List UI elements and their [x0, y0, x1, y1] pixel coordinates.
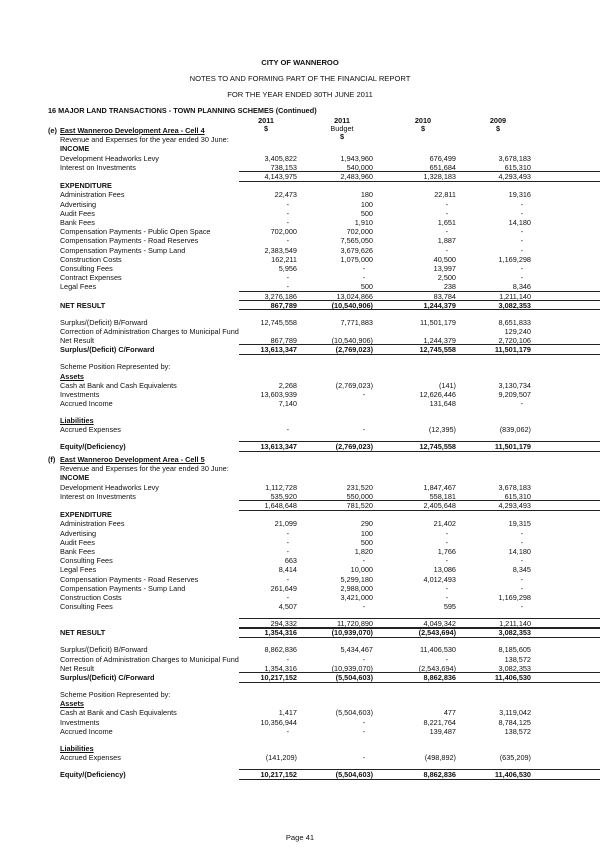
col-year-3: 2010 [414, 116, 432, 125]
row-value: (10,540,906) [331, 300, 373, 310]
row-value: 3,276,186 [264, 291, 297, 301]
row-value: - [445, 227, 448, 237]
row-label: Interest on Investments [60, 491, 136, 501]
total-rule-top [473, 344, 600, 354]
row-value: 40,500 [433, 254, 456, 264]
row-label: Bank Fees [60, 218, 95, 227]
row-value: 11,406,530 [494, 673, 531, 683]
total-rule-top [473, 500, 600, 510]
row-value: 7,771,883 [340, 317, 373, 327]
section-marker: (e) [48, 126, 57, 135]
row-value: 550,000 [346, 491, 373, 501]
row-value: - [362, 556, 365, 566]
row-label: Audit Fees [60, 208, 95, 218]
row-value: (2,769,023) [335, 345, 373, 355]
row-label: Consulting Fees [60, 264, 113, 273]
row-value: - [286, 726, 289, 736]
row-value: - [362, 390, 365, 400]
row-value: 1,169,298 [498, 593, 531, 602]
row-value: (141) [438, 380, 456, 390]
row-label: NET RESULT [60, 300, 106, 310]
row-label: EXPENDITURE [60, 510, 112, 520]
row-value: - [286, 236, 289, 246]
row-value: - [445, 593, 448, 602]
row-value: - [520, 227, 523, 237]
report-subtitle: NOTES TO AND FORMING PART OF THE FINANCIAL REPORT [189, 74, 411, 83]
total-rule-bottom [473, 779, 600, 789]
row-value: - [362, 726, 365, 736]
row-value: - [520, 208, 523, 218]
row-label: Development Headworks Levy [60, 482, 159, 492]
row-value: 2,383,549 [264, 245, 297, 255]
row-label: Construction Costs [60, 254, 122, 264]
row-value: (10,939,070) [331, 628, 373, 638]
row-label: Net Result [60, 663, 95, 673]
row-value: 2,988,000 [340, 583, 373, 593]
row-value: (2,543,694) [418, 663, 456, 673]
row-value: 2,405,648 [423, 501, 456, 510]
row-label: Assets [60, 699, 84, 709]
row-value: - [445, 654, 448, 664]
row-value: 1,766 [437, 547, 456, 556]
row-value: - [520, 537, 523, 547]
page-number: Page 41 [285, 833, 315, 842]
row-value: 2,500 [437, 273, 456, 283]
row-label: Development Headworks Levy [60, 153, 159, 163]
row-value: 2,720,106 [498, 336, 531, 346]
row-value: - [445, 245, 448, 255]
row-value: 3,082,353 [498, 663, 531, 673]
row-label: Net Result [60, 336, 95, 346]
row-value: (141,209) [265, 753, 297, 763]
row-label: Liabilities [60, 743, 94, 753]
row-value: 13,613,347 [260, 345, 297, 355]
row-value: 10,000 [350, 565, 373, 575]
row-value: 13,086 [433, 565, 456, 575]
row-value: 7,140 [278, 399, 297, 409]
row-value: 12,745,558 [419, 345, 456, 355]
row-value: 615,310 [504, 491, 531, 501]
row-label: Compensation Payments - Sump Land [60, 245, 186, 255]
row-label: Scheme Position Represented by: [60, 362, 171, 372]
row-value: 13,613,347 [260, 442, 297, 452]
row-value: 5,956 [278, 264, 297, 273]
row-label: Consulting Fees [60, 602, 113, 612]
row-label: EXPENDITURE [60, 181, 112, 191]
row-value: 500 [360, 282, 373, 292]
row-value: (839,062) [499, 425, 531, 435]
row-value: 702,000 [270, 227, 297, 237]
row-value: 1,887 [437, 236, 456, 246]
row-label: Bank Fees [60, 547, 95, 556]
total-rule-top [473, 627, 600, 637]
row-value: - [445, 208, 448, 218]
row-value: (10,540,906) [331, 336, 373, 346]
row-value: (2,543,694) [418, 628, 456, 638]
row-value: 1,328,183 [423, 172, 456, 181]
row-value: 13,603,939 [260, 390, 297, 400]
row-label: Correction of Administration Charges to Municipal Fund [60, 327, 239, 337]
row-label: Scheme Position Represented by: [60, 690, 171, 700]
row-value: 9,209,507 [498, 390, 531, 400]
total-rule-top [473, 672, 600, 682]
row-label: Accrued Income [60, 726, 113, 736]
row-value: - [520, 602, 523, 612]
row-value: 738,153 [270, 162, 297, 172]
row-value: 8,784,125 [498, 717, 531, 727]
row-value: 83,784 [433, 291, 456, 301]
row-value: 595 [443, 602, 456, 612]
row-value: 11,406,530 [420, 645, 456, 655]
row-label: Audit Fees [60, 537, 95, 547]
row-label: Correction of Administration Charges to Municipal Fund [60, 654, 239, 664]
row-value: - [445, 528, 448, 538]
row-value: 540,000 [346, 162, 373, 172]
row-value: 19,316 [508, 190, 531, 200]
row-value: - [520, 574, 523, 584]
row-value: (10,939,070) [331, 663, 373, 673]
row-value: 1,211,140 [499, 619, 531, 629]
col-year-2: 2011 [334, 116, 350, 125]
row-value: - [362, 753, 365, 763]
row-value: - [286, 528, 289, 538]
row-value: (2,769,023) [335, 380, 373, 390]
row-value: 4,293,493 [498, 501, 531, 510]
row-value: 4,293,493 [498, 172, 531, 181]
section-title: East Wanneroo Development Area - Cell 4 [60, 126, 205, 135]
row-value: - [362, 273, 365, 283]
row-value: 22,473 [274, 190, 297, 200]
total-rule-bottom [473, 451, 600, 461]
row-value: 781,520 [346, 501, 373, 510]
row-value: - [286, 218, 289, 227]
row-value: 8,345 [512, 565, 531, 575]
period-title: FOR THE YEAR ENDED 30TH JUNE 2011 [227, 90, 373, 99]
row-label: Assets [60, 371, 84, 381]
row-value: 21,099 [274, 519, 297, 529]
row-value: 8,221,764 [423, 717, 456, 727]
row-value: 7,565,050 [340, 236, 373, 246]
row-value: 702,000 [346, 227, 373, 237]
row-value: (498,892) [424, 753, 456, 763]
row-value: 12,626,446 [419, 390, 456, 400]
row-value: 8,862,836 [423, 673, 456, 683]
row-value: 4,049,342 [423, 619, 456, 629]
row-value: 1,354,316 [264, 628, 297, 638]
row-value: - [362, 654, 365, 664]
row-value: - [362, 264, 365, 273]
row-label: Surplus/(Deficit) B/Forward [60, 317, 148, 327]
row-value: 1,651 [437, 218, 456, 227]
row-value: - [520, 583, 523, 593]
row-value: - [286, 208, 289, 218]
row-label: Revenue and Expenses for the year ended 30 June: [60, 135, 229, 145]
row-value: - [445, 583, 448, 593]
row-value: 1,112,728 [265, 482, 297, 492]
row-value: 162,211 [271, 254, 297, 264]
row-value: 558,181 [429, 491, 456, 501]
row-value: - [286, 273, 289, 283]
section-marker: (f) [48, 455, 56, 464]
total-rule-top [473, 769, 600, 779]
row-value: 1,211,140 [499, 291, 531, 301]
row-label: Cash at Bank and Cash Equivalents [60, 708, 177, 718]
row-value: 676,499 [429, 153, 456, 163]
row-value: 867,789 [270, 336, 297, 346]
row-value: 11,501,179 [420, 317, 456, 327]
row-label: Compensation Payments - Public Open Space [60, 227, 211, 237]
row-label: INCOME [60, 473, 90, 483]
row-value: 615,310 [504, 162, 531, 172]
row-value: 3,405,822 [264, 153, 297, 163]
row-value: - [445, 537, 448, 547]
row-label: NET RESULT [60, 628, 106, 638]
row-value: - [520, 399, 523, 409]
row-value: 3,082,353 [498, 300, 531, 310]
row-value: 231,520 [346, 482, 373, 492]
row-value: 1,244,379 [423, 336, 456, 346]
row-value: (12,395) [428, 425, 456, 435]
row-value: (635,209) [499, 753, 531, 763]
row-value: 500 [360, 537, 373, 547]
row-value: 10,217,152 [260, 673, 297, 683]
col-unit-2: Budget [330, 124, 354, 133]
row-label: Compensation Payments - Road Reserves [60, 574, 199, 584]
row-value: 8,414 [278, 565, 297, 575]
row-value: 13,024,866 [336, 291, 373, 301]
row-label: Equity/(Deficiency) [60, 770, 126, 780]
row-value: - [362, 602, 365, 612]
row-value: 1,075,000 [340, 254, 373, 264]
row-value: - [520, 556, 523, 566]
row-value: 12,745,558 [419, 442, 456, 452]
row-value: (5,504,603) [335, 770, 373, 780]
col-year-1: 2011 [258, 116, 274, 125]
section-title: East Wanneroo Development Area - Cell 5 [60, 455, 205, 464]
row-value: 3,082,353 [498, 628, 531, 638]
row-value: - [520, 236, 523, 246]
row-value: 3,119,042 [499, 708, 531, 718]
col-unit-4: $ [495, 124, 501, 133]
row-label: Construction Costs [60, 593, 122, 602]
row-value: - [286, 282, 289, 292]
row-value: 100 [360, 199, 373, 209]
row-value: 2,483,960 [340, 172, 373, 181]
entity-title: CITY OF WANNEROO [261, 58, 339, 67]
total-rule-bottom [473, 510, 600, 520]
row-label: Legal Fees [60, 565, 97, 575]
row-label: Accrued Expenses [60, 753, 121, 763]
row-label: Surplus/(Deficit) B/Forward [60, 645, 148, 655]
total-rule-bottom [473, 354, 600, 364]
note-title: 16 MAJOR LAND TRANSACTIONS - TOWN PLANNING SCHEMES (Continued) [48, 106, 317, 115]
row-value: 1,820 [354, 547, 373, 556]
row-value: - [520, 245, 523, 255]
row-value: 11,406,530 [494, 770, 531, 780]
row-label: Cash at Bank and Cash Equivalents [60, 380, 177, 390]
row-label: Surplus/(Deficit) C/Forward [60, 345, 155, 355]
row-value: 8,651,833 [498, 317, 531, 327]
total-rule-bottom [473, 181, 600, 191]
row-value: - [520, 273, 523, 283]
row-value: - [286, 425, 289, 435]
row-value: 13,997 [433, 264, 456, 273]
row-value: 12,745,558 [260, 317, 297, 327]
row-value: - [520, 528, 523, 538]
row-value: 5,299,180 [340, 574, 373, 584]
row-value: 663 [284, 556, 297, 566]
row-value: 294,332 [270, 619, 297, 629]
row-label: INCOME [60, 144, 90, 154]
row-value: 100 [360, 528, 373, 538]
row-label: Liabilities [60, 416, 94, 426]
row-value: - [286, 654, 289, 664]
row-value: 8,346 [512, 282, 531, 292]
row-value: 1,417 [278, 708, 297, 718]
col-year-4: 2009 [489, 116, 507, 125]
row-value: (2,769,023) [335, 442, 373, 452]
total-rule-top [473, 300, 600, 310]
col-unit2-2: $ [339, 132, 345, 141]
row-value: 14,180 [508, 218, 531, 227]
row-value: 3,130,734 [498, 380, 531, 390]
row-value: 3,421,000 [340, 593, 373, 602]
row-value: 477 [443, 708, 456, 718]
row-value: 8,185,605 [498, 645, 531, 655]
total-rule-bottom [473, 682, 600, 692]
col-unit-3: $ [420, 124, 426, 133]
row-value: (5,504,603) [335, 673, 373, 683]
row-value: 290 [360, 519, 373, 529]
row-value: - [286, 547, 289, 556]
row-value: 1,847,467 [423, 482, 456, 492]
row-value: 129,240 [504, 327, 531, 337]
row-value: - [520, 264, 523, 273]
row-value: - [286, 593, 289, 602]
row-value: 138,572 [504, 654, 531, 664]
row-label: Administration Fees [60, 519, 125, 529]
row-value: - [286, 574, 289, 584]
row-value: 238 [443, 282, 456, 292]
row-value: 8,862,836 [423, 770, 456, 780]
row-label: Advertising [60, 528, 97, 538]
row-value: 3,679,626 [340, 245, 373, 255]
row-value: - [445, 199, 448, 209]
row-value: 8,862,836 [264, 645, 297, 655]
row-value: 3,678,183 [498, 153, 531, 163]
row-value: 2,268 [278, 380, 297, 390]
row-label: Equity/(Deficiency) [60, 442, 126, 452]
row-label: Investments [60, 717, 100, 727]
row-label: Interest on Investments [60, 162, 136, 172]
row-label: Revenue and Expenses for the year ended 30 June: [60, 464, 229, 474]
row-label: Compensation Payments - Road Reserves [60, 236, 199, 246]
row-value: 11,501,179 [494, 345, 531, 355]
row-value: 535,920 [270, 491, 297, 501]
row-value: 19,315 [508, 519, 531, 529]
row-value: 138,572 [504, 726, 531, 736]
row-value: 1,244,379 [423, 300, 456, 310]
row-value: 651,684 [429, 162, 456, 172]
row-value: (5,504,603) [335, 708, 373, 718]
row-value: 3,678,183 [498, 482, 531, 492]
row-value: 139,487 [429, 726, 456, 736]
row-label: Consulting Fees [60, 556, 113, 566]
row-value: 1,943,960 [340, 153, 373, 163]
row-value: 10,356,944 [260, 717, 297, 727]
total-rule-top [473, 171, 600, 181]
row-value: 1,648,648 [264, 501, 297, 510]
row-value: 14,180 [508, 547, 531, 556]
row-value: - [520, 199, 523, 209]
row-label: Advertising [60, 199, 97, 209]
row-value: - [362, 425, 365, 435]
row-value: 1,354,316 [264, 663, 297, 673]
row-value: - [445, 556, 448, 566]
row-value: - [286, 537, 289, 547]
row-value: 4,143,975 [264, 172, 297, 181]
row-value: 180 [360, 190, 373, 200]
row-value: 261,649 [270, 583, 297, 593]
row-value: 500 [360, 208, 373, 218]
row-value: 10,217,152 [260, 770, 297, 780]
row-label: Contract Expenses [60, 273, 122, 283]
col-unit-1: $ [263, 124, 269, 133]
row-value: 5,434,467 [340, 645, 373, 655]
row-label: Accrued Expenses [60, 425, 121, 435]
row-label: Compensation Payments - Sump Land [60, 583, 186, 593]
row-label: Surplus/(Deficit) C/Forward [60, 673, 155, 683]
row-value: 867,789 [270, 300, 297, 310]
row-value: 4,507 [278, 602, 297, 612]
row-label: Accrued Income [60, 399, 113, 409]
row-value: 4,012,493 [423, 574, 456, 584]
row-value: - [362, 717, 365, 727]
row-value: - [286, 199, 289, 209]
row-label: Investments [60, 390, 100, 400]
row-label: Administration Fees [60, 190, 125, 200]
row-value: 21,402 [433, 519, 456, 529]
total-rule-top [473, 441, 600, 451]
row-value: 131,648 [429, 399, 456, 409]
row-label: Legal Fees [60, 282, 97, 292]
row-value: 1,910 [354, 218, 373, 227]
row-value: 11,720,890 [337, 619, 373, 629]
row-value: 22,811 [434, 190, 456, 200]
row-value: 1,169,298 [498, 254, 531, 264]
row-value: 11,501,179 [494, 442, 531, 452]
